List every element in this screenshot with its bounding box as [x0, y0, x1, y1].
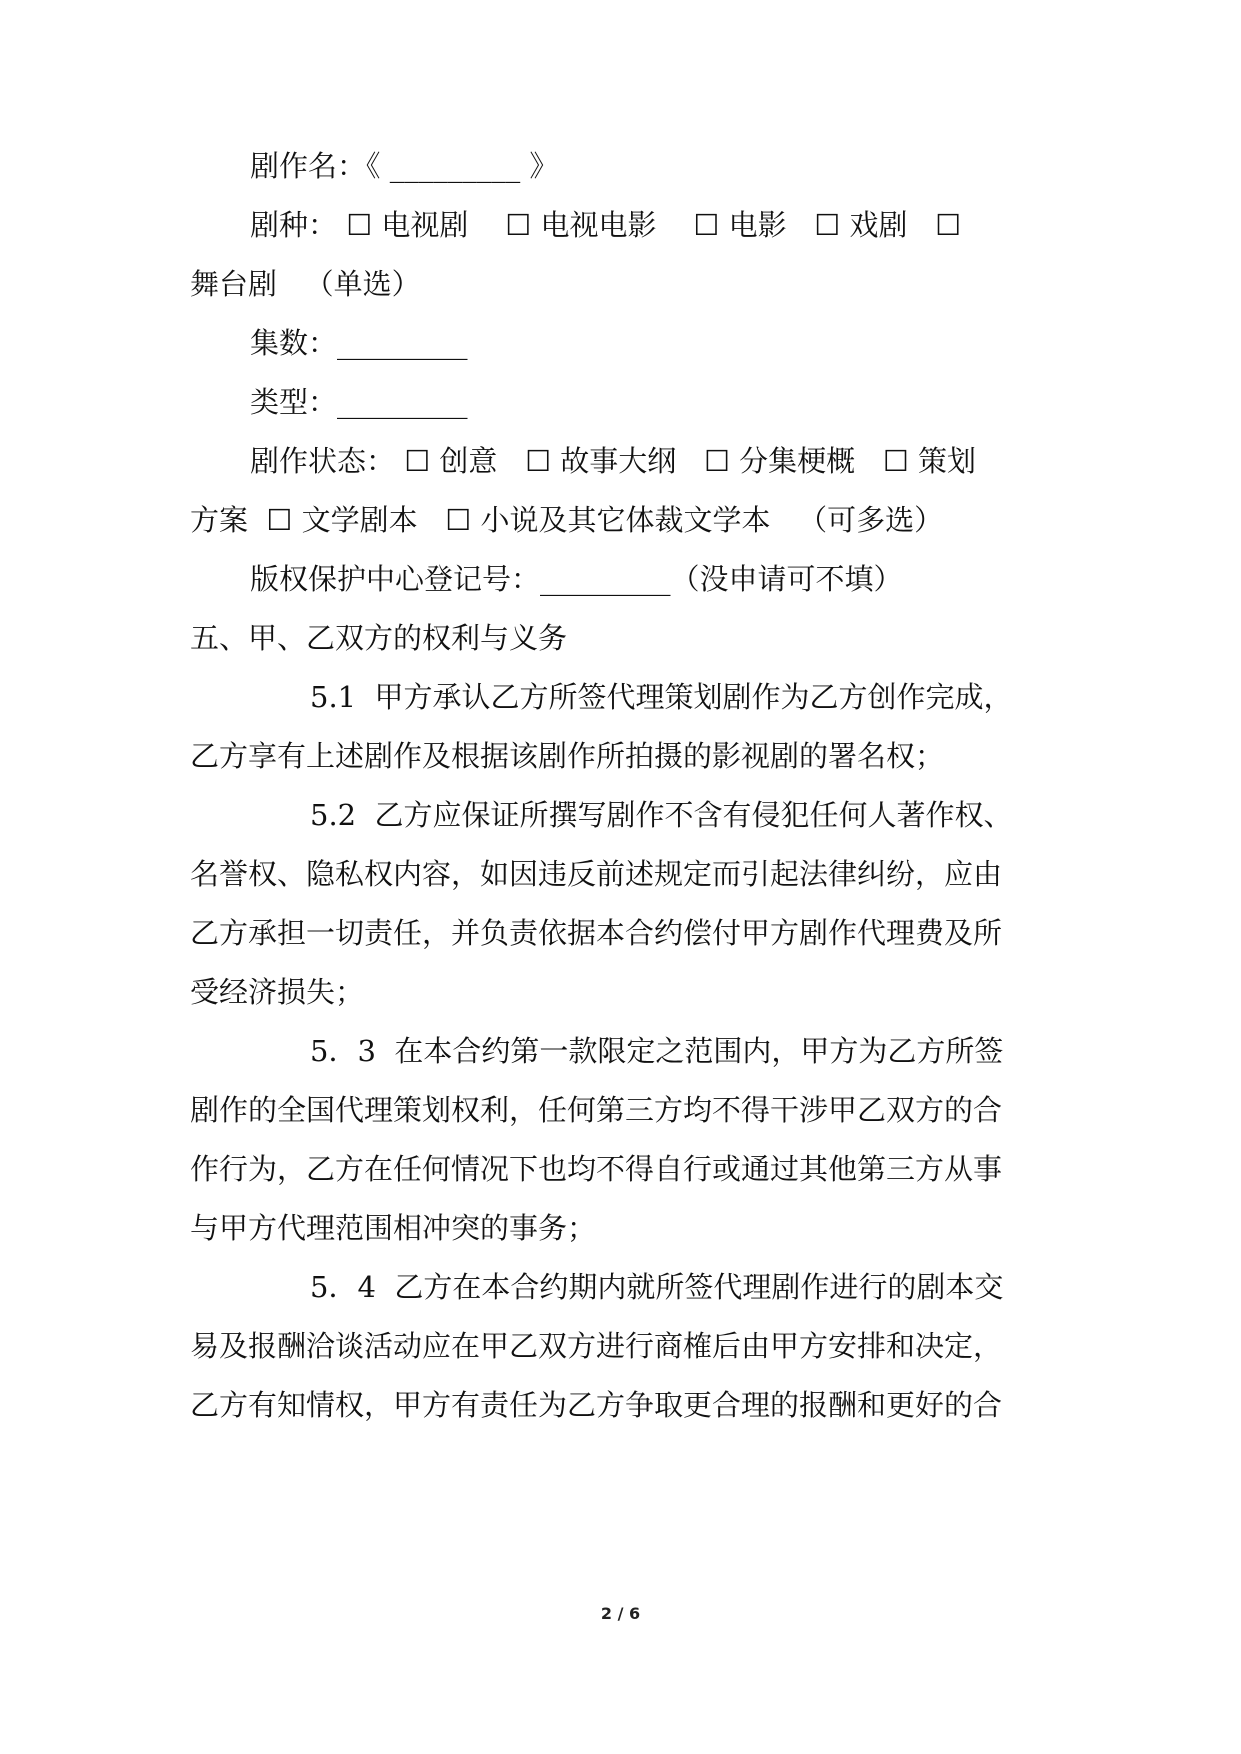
clause-5-1-line-1: 5.1 甲方承认乙方所签代理策划剧作为乙方创作完成， — [310, 680, 1013, 714]
clause-5-2-line-3: 乙方承担一切责任，并负责依据本合约偿付甲方剧作代理费及所 — [190, 916, 1003, 950]
clause-5-1-line-2: 乙方享有上述剧作及根据该剧作所拍摄的影视剧的署名权； — [190, 739, 945, 773]
episode-count-line: 集数：_________ — [250, 326, 468, 360]
clause-5-4-line-1: 5．4 乙方在本合约期内就所签代理剧作进行的剧本交 — [310, 1270, 1004, 1304]
clause-5-2-line-4: 受经济损失； — [190, 975, 365, 1009]
clause-5-2-line-1: 5.2 乙方应保证所撰写剧作不含有侵犯任何人著作权、 — [310, 798, 1013, 832]
drama-status-line: 剧作状态： ☐ 创意 ☐ 故事大纲 ☐ 分集梗概 ☐ 策划 — [250, 444, 977, 478]
clause-5-3-line-1: 5．3 在本合约第一款限定之范围内，甲方为乙方所签 — [310, 1034, 1004, 1068]
genre-options-continued: 舞台剧 （单选） — [190, 267, 421, 301]
clause-5-4-line-2: 易及报酬洽谈活动应在甲乙双方进行商榷后由甲方安排和决定， — [190, 1329, 1003, 1363]
clause-5-3-line-4: 与甲方代理范围相冲突的事务； — [190, 1211, 597, 1245]
drama-title-line: 剧作名：《 _________ 》 — [250, 149, 559, 183]
clause-5-2-line-2: 名誉权、隐私权内容，如因违反前述规定而引起法律纠纷，应由 — [190, 857, 1003, 891]
drama-status-continued: 方案 ☐ 文学剧本 ☐ 小说及其它体裁文学本 （可多选） — [190, 503, 944, 537]
clause-5-4-line-3: 乙方有知情权，甲方有责任为乙方争取更合理的报酬和更好的合 — [190, 1388, 1003, 1422]
copyright-registration-line: 版权保护中心登记号：_________（没申请可不填） — [250, 562, 903, 596]
type-line: 类型：_________ — [250, 385, 468, 419]
genre-options-line: 剧种： ☐ 电视剧 ☐ 电视电影 ☐ 电影 ☐ 戏剧 ☐ — [250, 208, 962, 242]
clause-5-3-line-2: 剧作的全国代理策划权利，任何第三方均不得干涉甲乙双方的合 — [190, 1093, 1003, 1127]
section-heading: 五、甲、乙双方的权利与义务 — [190, 621, 568, 655]
page-number: 2 / 6 — [600, 1604, 641, 1623]
clause-5-3-line-3: 作行为，乙方在任何情况下也均不得自行或通过其他第三方从事 — [190, 1152, 1003, 1186]
